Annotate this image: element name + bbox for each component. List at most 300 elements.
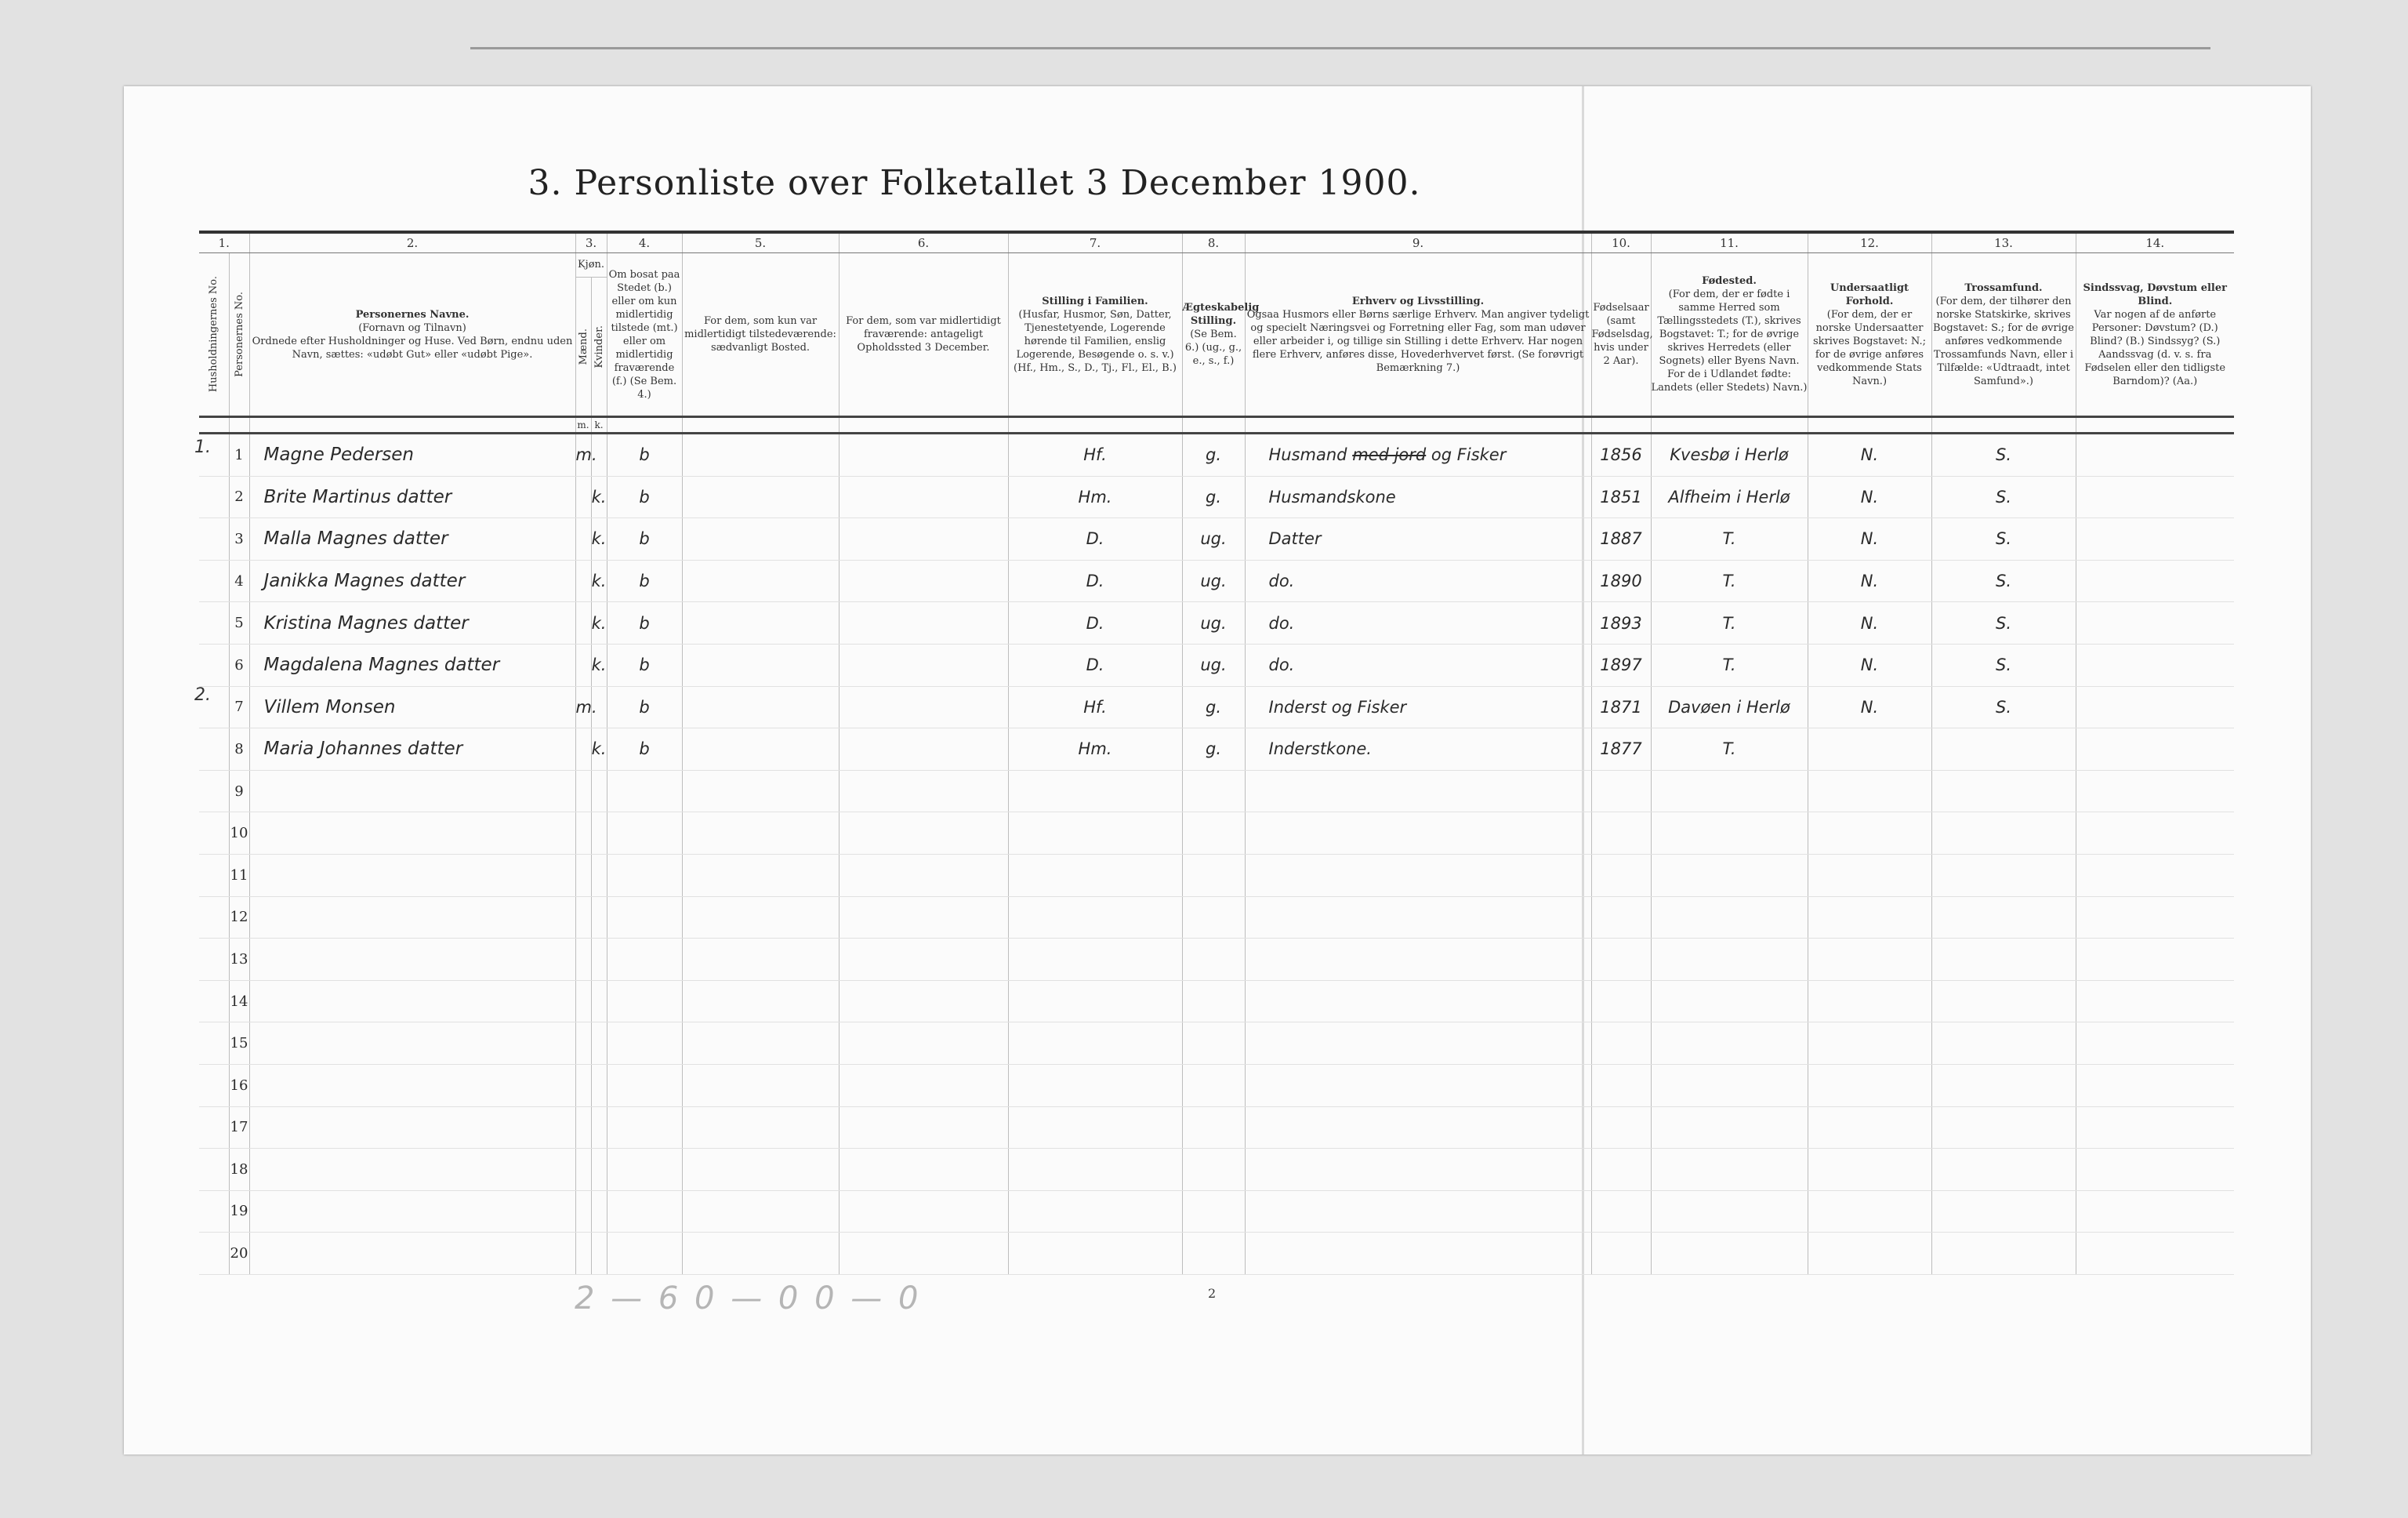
disability [2076, 1022, 2234, 1065]
religion [1931, 1064, 2076, 1106]
temp-absent-location [839, 1233, 1008, 1275]
table-row [199, 1064, 2234, 1106]
person-name: Kristina Magnes datter [249, 602, 575, 645]
religion: S. [1931, 644, 2076, 686]
residence-status [607, 1190, 682, 1233]
sex-female: k. [591, 560, 607, 602]
temp-present-residence [682, 1022, 839, 1065]
table-row [199, 854, 2234, 896]
occupation: Husmandskone [1245, 476, 1591, 518]
occupation: Inderst og Fisker [1245, 686, 1591, 728]
sex-female: k. [591, 644, 607, 686]
birth-year: 1887 [1591, 518, 1651, 561]
religion [1931, 896, 2076, 939]
birthplace [1651, 1233, 1808, 1275]
table-row [199, 728, 2234, 771]
person-number: 6 [229, 644, 249, 686]
header-col8: Ægteskabelig Stilling. (Se Bem. 6.) (ug., g., e., s., f.) [1182, 253, 1245, 417]
birthplace: T. [1651, 518, 1808, 561]
sex-male [575, 476, 591, 518]
religion [1931, 980, 2076, 1022]
marital-status [1182, 812, 1245, 855]
citizenship: N. [1808, 644, 1931, 686]
citizenship [1808, 939, 1931, 981]
sex-male [575, 728, 591, 771]
person-number: 9 [229, 770, 249, 812]
header-hh-no: Husholdningernes No. [199, 253, 229, 417]
disability [2076, 770, 2234, 812]
colnum: 12. [1808, 232, 1931, 253]
person-name [249, 812, 575, 855]
birth-year [1591, 854, 1651, 896]
occupation [1245, 1106, 1591, 1149]
residence-status: b [607, 728, 682, 771]
table-row [199, 939, 2234, 981]
hh-cell [199, 644, 229, 686]
kjon-subheader-row [199, 417, 2234, 434]
colnum: 8. [1182, 232, 1245, 253]
temp-absent-location [839, 644, 1008, 686]
birthplace [1651, 939, 1808, 981]
religion [1931, 854, 2076, 896]
hh-cell [199, 1233, 229, 1275]
temp-absent-location [839, 980, 1008, 1022]
occupation [1245, 1022, 1591, 1065]
residence-status: b [607, 518, 682, 561]
birthplace [1651, 770, 1808, 812]
temp-present-residence [682, 1233, 839, 1275]
family-position: D. [1008, 602, 1182, 645]
family-position: Hm. [1008, 728, 1182, 771]
marital-status [1182, 1233, 1245, 1275]
residence-status [607, 1233, 682, 1275]
sex-male [575, 602, 591, 645]
header-col11: Fødested. (For dem, der er fødte i samme Herred som Tællingsstedets (T.), skrives Bogstavet: T.; for de øvrige skrives Herredets (eller Sognets) eller Byens Navn. For de i Udlandet fødte: Landets (eller Stedets) Navn.) [1651, 253, 1808, 417]
temp-present-residence [682, 728, 839, 771]
birthplace [1651, 1149, 1808, 1191]
citizenship [1808, 728, 1931, 771]
temp-present-residence [682, 644, 839, 686]
sex-female [591, 854, 607, 896]
family-position [1008, 854, 1182, 896]
sex-male [575, 896, 591, 939]
sex-female [591, 896, 607, 939]
page-number: 2 [1208, 1286, 1217, 1301]
temp-absent-location [839, 1022, 1008, 1065]
column-number-row [199, 232, 2234, 253]
religion [1931, 1022, 2076, 1065]
disability [2076, 644, 2234, 686]
person-number: 2 [229, 476, 249, 518]
temp-present-residence [682, 1190, 839, 1233]
family-position [1008, 1149, 1182, 1191]
family-position [1008, 1233, 1182, 1275]
marital-status: ug. [1182, 644, 1245, 686]
person-name [249, 980, 575, 1022]
citizenship [1808, 1022, 1931, 1065]
person-number: 19 [229, 1190, 249, 1233]
header-col9: Erhverv og Livsstilling. Ogsaa Husmors eller Børns særlige Erhverv. Man angiver tydeligt og specielt Næringsvei og Forretning eller Fag, som man udøver eller arbeider i, og tillige sin Stilling i dette Erhverv. Har nogen flere Erhverv, anføres disse, Hovederhvervet først. (Se forøvrigt Bemærkning 7.) [1245, 253, 1591, 417]
birthplace [1651, 812, 1808, 855]
family-position: Hf. [1008, 434, 1182, 477]
temp-absent-location [839, 686, 1008, 728]
residence-status: b [607, 644, 682, 686]
religion: S. [1931, 560, 2076, 602]
citizenship: N. [1808, 560, 1931, 602]
sex-male: m. [575, 686, 591, 728]
disability [2076, 812, 2234, 855]
hh-cell [199, 1149, 229, 1191]
person-number: 18 [229, 1149, 249, 1191]
residence-status [607, 812, 682, 855]
person-name: Malla Magnes datter [249, 518, 575, 561]
birth-year [1591, 1106, 1651, 1149]
sex-female [591, 812, 607, 855]
sex-male [575, 1064, 591, 1106]
birth-year: 1893 [1591, 602, 1651, 645]
hh-cell [199, 812, 229, 855]
temp-absent-location [839, 939, 1008, 981]
temp-absent-location [839, 896, 1008, 939]
occupation [1245, 1190, 1591, 1233]
residence-status: b [607, 476, 682, 518]
person-number: 4 [229, 560, 249, 602]
person-number: 14 [229, 980, 249, 1022]
sex-male [575, 770, 591, 812]
birth-year [1591, 1022, 1651, 1065]
person-name [249, 1233, 575, 1275]
header-col14: Sindssvag, Døvstum eller Blind. Var nogen af de anførte Personer: Døvstum? (D.) Blind? (B.) Sindssyg? (S.) Aandssvag (d. v. s. fra Fødselen eller den tidligste Barndom)? (Aa.) [2076, 253, 2234, 417]
hh-cell [199, 939, 229, 981]
family-position: D. [1008, 560, 1182, 602]
table-row [199, 644, 2234, 686]
sex-female [591, 1149, 607, 1191]
family-position [1008, 980, 1182, 1022]
birth-year: 1897 [1591, 644, 1651, 686]
pencil-summary-tally: 2 — 6 0 — 0 0 — 0 [575, 1280, 922, 1316]
religion [1931, 770, 2076, 812]
disability [2076, 1233, 2234, 1275]
header-col13: Trossamfund. (For dem, der tilhører den norske Statskirke, skrives Bogstavet: S.; for de øvrige anføres vedkommende Trossamfunds Navn, eller i Tilfælde: «Udtraadt, intet Samfund».) [1931, 253, 2076, 417]
kjon-k-label: k. [591, 417, 607, 434]
occupation: do. [1245, 644, 1591, 686]
occupation [1245, 1064, 1591, 1106]
disability [2076, 854, 2234, 896]
residence-status: b [607, 434, 682, 477]
marital-status [1182, 980, 1245, 1022]
temp-absent-location [839, 434, 1008, 477]
birth-year: 1877 [1591, 728, 1651, 771]
religion [1931, 1106, 2076, 1149]
sex-male [575, 854, 591, 896]
table-row [199, 896, 2234, 939]
occupation [1245, 896, 1591, 939]
residence-status [607, 939, 682, 981]
marital-status [1182, 1190, 1245, 1233]
temp-absent-location [839, 560, 1008, 602]
religion: S. [1931, 602, 2076, 645]
person-name: Villem Monsen [249, 686, 575, 728]
person-name [249, 896, 575, 939]
citizenship: N. [1808, 686, 1931, 728]
occupation [1245, 1149, 1591, 1191]
person-number: 12 [229, 896, 249, 939]
header-col6: For dem, som var midlertidigt fraværende: antageligt Opholdssted 3 December. [839, 253, 1008, 417]
marital-status: g. [1182, 728, 1245, 771]
family-position: D. [1008, 518, 1182, 561]
residence-status: b [607, 686, 682, 728]
disability [2076, 518, 2234, 561]
occupation [1245, 770, 1591, 812]
occupation: do. [1245, 602, 1591, 645]
citizenship [1808, 1106, 1931, 1149]
religion: S. [1931, 686, 2076, 728]
person-number: 16 [229, 1064, 249, 1106]
religion: S. [1931, 434, 2076, 477]
table-row [199, 476, 2234, 518]
residence-status: b [607, 560, 682, 602]
header-col10: Fødselsaar (samt Fødselsdag, hvis under 2 Aar). [1591, 253, 1651, 417]
residence-status [607, 1022, 682, 1065]
table-row [199, 1190, 2234, 1233]
occupation [1245, 980, 1591, 1022]
disability [2076, 560, 2234, 602]
disability [2076, 728, 2234, 771]
temp-absent-location [839, 1064, 1008, 1106]
religion [1931, 1233, 2076, 1275]
hh-cell [199, 518, 229, 561]
disability [2076, 1149, 2234, 1191]
header-kjon: Kjøn. Mænd. Kvinder. [575, 253, 607, 417]
household-number: 2. [194, 685, 211, 705]
table-row [199, 518, 2234, 561]
sex-male [575, 980, 591, 1022]
person-name [249, 1064, 575, 1106]
religion: S. [1931, 476, 2076, 518]
family-position [1008, 896, 1182, 939]
marital-status [1182, 1106, 1245, 1149]
occupation: Inderstkone. [1245, 728, 1591, 771]
colnum: 2. [249, 232, 575, 253]
sex-female: k. [591, 728, 607, 771]
residence-status [607, 1106, 682, 1149]
family-position [1008, 1106, 1182, 1149]
birth-year: 1851 [1591, 476, 1651, 518]
citizenship [1808, 1064, 1931, 1106]
temp-present-residence [682, 518, 839, 561]
disability [2076, 896, 2234, 939]
birthplace: T. [1651, 728, 1808, 771]
occupation [1245, 939, 1591, 981]
household-number: 1. [194, 438, 211, 457]
colnum: 13. [1931, 232, 2076, 253]
header-col7: Stilling i Familien. (Husfar, Husmor, Søn, Datter, Tjenestetyende, Logerende hørende til Familien, enslig Logerende, Besøgende o. s. v.) (Hf., Hm., S., D., Tj., Fl., El., B.) [1008, 253, 1182, 417]
census-sheet [124, 86, 2311, 1454]
header-bosat: Om bosat paa Stedet (b.) eller om kun midlertidig tilstede (mt.) eller om midlertidig fraværende (f.) (Se Bem. 4.) [607, 253, 682, 417]
temp-absent-location [839, 854, 1008, 896]
marital-status: ug. [1182, 518, 1245, 561]
marital-status: ug. [1182, 560, 1245, 602]
temp-present-residence [682, 1149, 839, 1191]
birth-year: 1871 [1591, 686, 1651, 728]
temp-present-residence [682, 896, 839, 939]
family-position: D. [1008, 644, 1182, 686]
family-position [1008, 1190, 1182, 1233]
person-number: 7 [229, 686, 249, 728]
person-name [249, 854, 575, 896]
person-name [249, 770, 575, 812]
sex-male [575, 812, 591, 855]
colnum: 3. [575, 232, 607, 253]
temp-present-residence [682, 812, 839, 855]
birth-year [1591, 1190, 1651, 1233]
sex-male [575, 560, 591, 602]
religion [1931, 1149, 2076, 1191]
table-row [199, 1106, 2234, 1149]
hh-cell [199, 560, 229, 602]
temp-present-residence [682, 602, 839, 645]
residence-status [607, 896, 682, 939]
residence-status [607, 980, 682, 1022]
temp-absent-location [839, 770, 1008, 812]
person-name: Magne Pedersen [249, 434, 575, 477]
temp-absent-location [839, 812, 1008, 855]
birthplace [1651, 1106, 1808, 1149]
sex-female: k. [591, 602, 607, 645]
temp-present-residence [682, 770, 839, 812]
residence-status [607, 1064, 682, 1106]
birthplace [1651, 1064, 1808, 1106]
colnum: 4. [607, 232, 682, 253]
scan-top-edge [470, 47, 2210, 49]
citizenship: N. [1808, 518, 1931, 561]
table-row [199, 602, 2234, 645]
person-name: Janikka Magnes datter [249, 560, 575, 602]
colnum: 5. [682, 232, 839, 253]
disability [2076, 602, 2234, 645]
colnum: 6. [839, 232, 1008, 253]
temp-absent-location [839, 1106, 1008, 1149]
sex-female [591, 770, 607, 812]
person-name [249, 1022, 575, 1065]
religion [1931, 939, 2076, 981]
sex-male [575, 939, 591, 981]
birthplace [1651, 980, 1808, 1022]
person-number: 13 [229, 939, 249, 981]
marital-status [1182, 939, 1245, 981]
birthplace [1651, 1022, 1808, 1065]
colnum: 1. [199, 232, 249, 253]
marital-status [1182, 854, 1245, 896]
person-number: 15 [229, 1022, 249, 1065]
marital-status: g. [1182, 686, 1245, 728]
citizenship [1808, 770, 1931, 812]
birth-year [1591, 770, 1651, 812]
person-number: 5 [229, 602, 249, 645]
family-position [1008, 770, 1182, 812]
disability [2076, 980, 2234, 1022]
sex-male [575, 1190, 591, 1233]
citizenship [1808, 1149, 1931, 1191]
citizenship [1808, 896, 1931, 939]
disability [2076, 1064, 2234, 1106]
person-name [249, 1106, 575, 1149]
person-name: Brite Martinus datter [249, 476, 575, 518]
temp-absent-location [839, 602, 1008, 645]
hh-cell [199, 602, 229, 645]
residence-status [607, 1149, 682, 1191]
sex-female: k. [591, 476, 607, 518]
family-position: Hf. [1008, 686, 1182, 728]
header-col5: For dem, som kun var midlertidigt tilstedeværende: sædvanligt Bosted. [682, 253, 839, 417]
residence-status [607, 854, 682, 896]
temp-present-residence [682, 686, 839, 728]
person-number: 8 [229, 728, 249, 771]
table-row [199, 1022, 2234, 1065]
citizenship [1808, 812, 1931, 855]
sex-male [575, 644, 591, 686]
table-row [199, 560, 2234, 602]
occupation [1245, 812, 1591, 855]
table-row [199, 812, 2234, 855]
hh-cell [199, 770, 229, 812]
disability [2076, 1106, 2234, 1149]
sex-male [575, 518, 591, 561]
person-number: 11 [229, 854, 249, 896]
disability [2076, 476, 2234, 518]
person-number: 17 [229, 1106, 249, 1149]
person-name [249, 1149, 575, 1191]
sex-female [591, 1064, 607, 1106]
person-number: 3 [229, 518, 249, 561]
table-row [199, 1233, 2234, 1275]
page-title: 3. Personliste over Folketallet 3 December 1900. [528, 163, 1421, 203]
hh-cell [199, 476, 229, 518]
birthplace: T. [1651, 644, 1808, 686]
hh-cell [199, 1022, 229, 1065]
birth-year [1591, 1149, 1651, 1191]
citizenship: N. [1808, 602, 1931, 645]
marital-status: g. [1182, 434, 1245, 477]
sex-male [575, 1233, 591, 1275]
temp-present-residence [682, 1064, 839, 1106]
marital-status [1182, 1022, 1245, 1065]
hh-cell [199, 1106, 229, 1149]
person-rows [199, 434, 2234, 1275]
kjon-m-label: m. [575, 417, 591, 434]
person-name [249, 1190, 575, 1233]
sex-female: k. [591, 518, 607, 561]
temp-present-residence [682, 980, 839, 1022]
person-number: 1 [229, 434, 249, 477]
family-position [1008, 812, 1182, 855]
person-name [249, 939, 575, 981]
family-position [1008, 1064, 1182, 1106]
residence-status [607, 770, 682, 812]
colnum: 9. [1245, 232, 1591, 253]
marital-status: g. [1182, 476, 1245, 518]
birthplace [1651, 896, 1808, 939]
disability [2076, 1190, 2234, 1233]
hh-cell [199, 896, 229, 939]
colnum: 11. [1651, 232, 1808, 253]
occupation [1245, 1233, 1591, 1275]
residence-status: b [607, 602, 682, 645]
sex-female [591, 1022, 607, 1065]
birth-year [1591, 980, 1651, 1022]
colnum: 10. [1591, 232, 1651, 253]
hh-cell [199, 728, 229, 771]
